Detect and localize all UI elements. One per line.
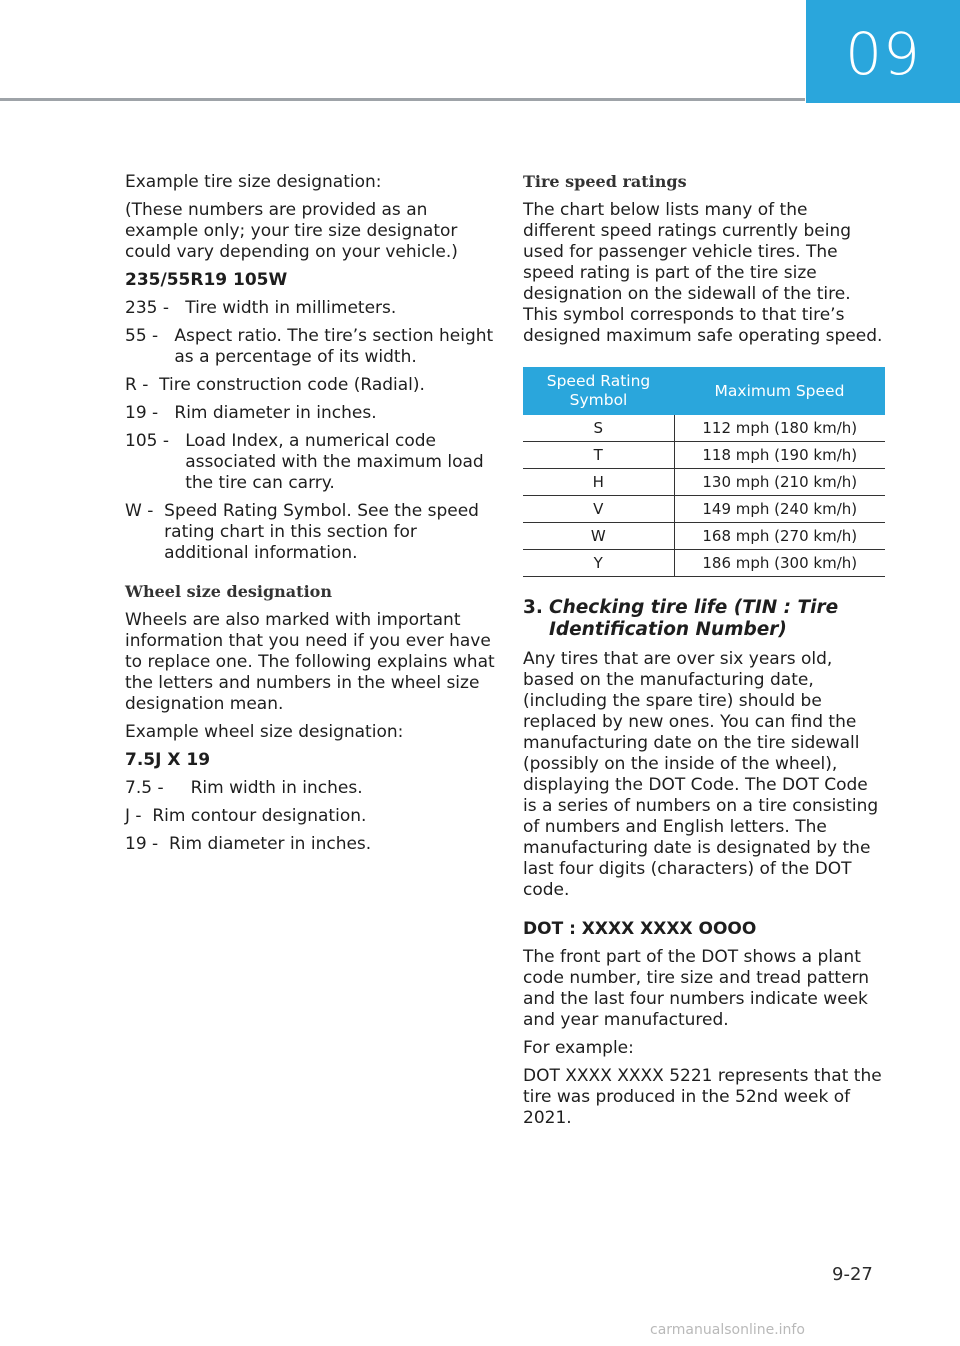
table-row (523, 415, 885, 442)
definition-term: 7.5 - (125, 778, 191, 798)
max-speed-cell: 186 mph (300 km/h) (674, 550, 885, 577)
definition-description: Load Index, a numerical code associated with the maximum load the tire can carry. (185, 431, 484, 493)
wheel-example-label: Example wheel size designation: (125, 722, 404, 742)
definition-item (125, 834, 495, 855)
chapter-tab: 09 (806, 0, 960, 103)
definition-description: Tire width in millimeters. (185, 298, 397, 318)
page-number: 9-27 (832, 1264, 873, 1285)
definition-description: Rim width in inches. (190, 778, 363, 798)
definition-item (125, 501, 495, 564)
dot-code-explanation: The front part of the DOT shows a plant code number, tire size and tread pattern and the last four numbers indicate week and year manufactured. (523, 947, 869, 1030)
speed-symbol-cell: T (523, 442, 674, 469)
definition-term: W - (125, 501, 165, 521)
table-row (523, 523, 885, 550)
speed-symbol-cell: Y (523, 550, 674, 577)
max-speed-cell: 149 mph (240 km/h) (674, 496, 885, 523)
definition-item (125, 431, 495, 494)
definition-item (125, 806, 495, 827)
definition-description: Rim diameter in inches. (168, 834, 372, 854)
section-3-heading (523, 597, 885, 641)
table-row (523, 469, 885, 496)
definition-item (125, 403, 495, 424)
section-3-title: Checking tire life (TIN : Tire Identification Number) (549, 597, 839, 640)
max-speed-cell: 168 mph (270 km/h) (674, 523, 885, 550)
column-header-symbol: Speed Rating Symbol (523, 367, 674, 415)
speed-symbol-cell: W (523, 523, 674, 550)
definition-description: Tire construction code (Radial). (159, 375, 425, 395)
speed-ratings-intro: The chart below lists many of the different speed ratings currently being used for passenger vehicle tires. The speed rating is part of the tire size designation on the sidewall of the tire. This symbol corresponds to that tire’s designed maximum safe operating speed. (523, 200, 883, 346)
definition-term: J - (125, 806, 153, 826)
section-3-number: 3. (523, 597, 543, 618)
right-column (523, 172, 885, 1136)
definition-item (125, 375, 495, 396)
definition-term: 235 - (125, 298, 186, 318)
table-row (523, 496, 885, 523)
tire-example-label: Example tire size designation: (125, 172, 382, 192)
left-column (125, 172, 495, 862)
table-header-row (523, 367, 885, 415)
definition-description: Rim contour designation. (152, 806, 367, 826)
speed-rating-table (523, 367, 885, 577)
definition-description: Rim diameter in inches. (174, 403, 377, 423)
max-speed-cell: 112 mph (180 km/h) (674, 415, 885, 442)
definition-term: R - (125, 375, 160, 395)
definition-term: 105 - (125, 431, 186, 451)
watermark: carmanualsonline.info (650, 1322, 805, 1338)
wheel-size-heading: Wheel size designation (125, 582, 332, 601)
speed-symbol-cell: H (523, 469, 674, 496)
column-header-speed: Maximum Speed (674, 367, 885, 415)
tire-size-example: 235/55R19 105W (125, 270, 288, 290)
tire-example-note: (These numbers are provided as an example only; your tire size designator could vary depending on your vehicle.) (125, 200, 458, 262)
definition-item (125, 326, 495, 368)
wheel-size-example: 7.5J X 19 (125, 750, 211, 770)
definition-item (125, 778, 495, 799)
wheel-definition-list (125, 778, 495, 855)
section-3-body: Any tires that are over six years old, based on the manufacturing date, (including the spare tire) should be replaced by new ones. You can find the manufacturing date on the tire sidewall (possibly on the inside of the wheel), displaying the DOT Code. The DOT Code is a series of numbers on a tire consisting of numbers and English letters. The manufacturing date is designated by the last four digits (characters) of the DOT code. (523, 649, 879, 900)
for-example-label: For example: (523, 1038, 634, 1058)
definition-item (125, 298, 495, 319)
definition-term: 19 - (125, 403, 175, 423)
definition-term: 55 - (125, 326, 175, 346)
dot-code-example: DOT XXXX XXXX 5221 represents that the tire was produced in the 52nd week of 2021. (523, 1066, 882, 1128)
speed-ratings-heading: Tire speed ratings (523, 172, 687, 191)
tire-definition-list (125, 298, 495, 564)
speed-symbol-cell: S (523, 415, 674, 442)
max-speed-cell: 130 mph (210 km/h) (674, 469, 885, 496)
speed-symbol-cell: V (523, 496, 674, 523)
max-speed-cell: 118 mph (190 km/h) (674, 442, 885, 469)
table-row (523, 550, 885, 577)
header-rule (0, 98, 805, 101)
definition-description: Speed Rating Symbol. See the speed rating chart in this section for additional information. (164, 501, 479, 563)
table-row (523, 442, 885, 469)
definition-description: Aspect ratio. The tire’s section height as a percentage of its width. (174, 326, 494, 367)
wheel-size-intro: Wheels are also marked with important information that you need if you ever have to replace one. The following explains what the letters and numbers in the wheel size designation mean. (125, 610, 495, 714)
definition-term: 19 - (125, 834, 169, 854)
dot-code-format: DOT : XXXX XXXX OOOO (523, 919, 757, 939)
